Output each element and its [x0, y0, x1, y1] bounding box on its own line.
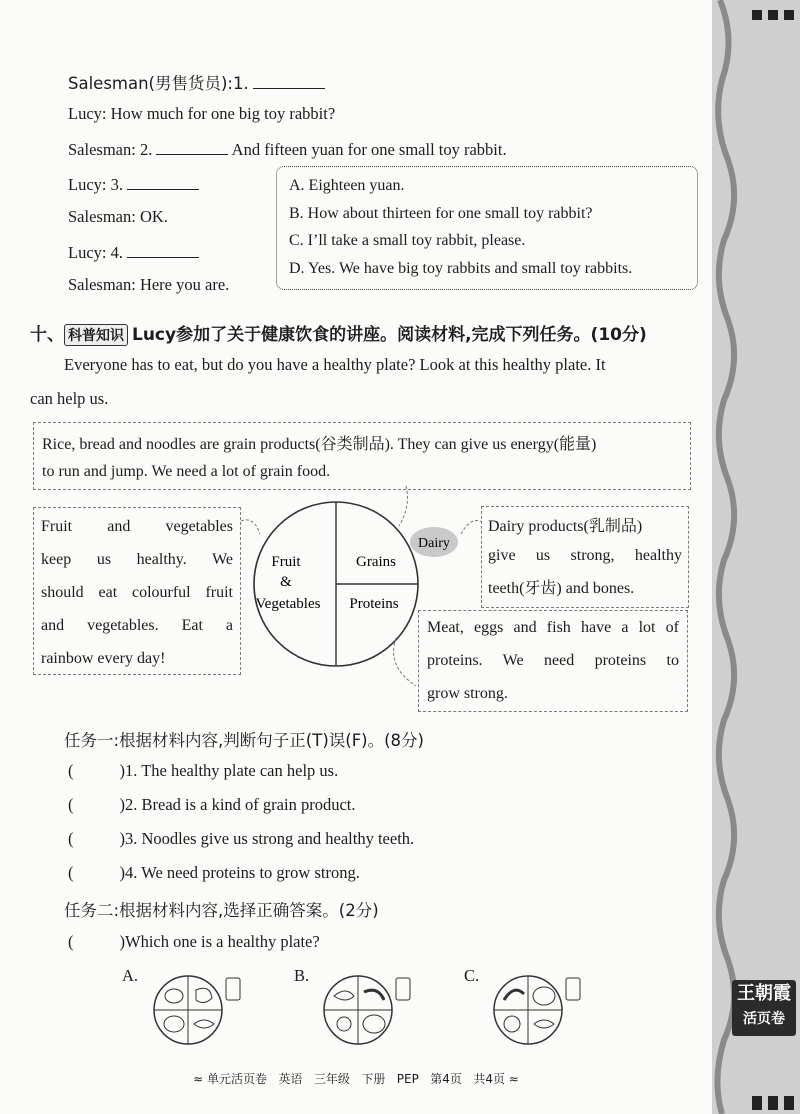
fruit-line-3: should eat colourful fruit: [41, 584, 233, 601]
dialogue-line-3: Salesman: 2. And fifteen yuan for one small toy rabbit.: [68, 140, 507, 159]
connector-fruit: [241, 520, 260, 534]
stamp-line-1: 王朝霞: [737, 983, 791, 1004]
plate-label-dairy: Dairy: [418, 536, 450, 551]
connector-dairy: [461, 521, 482, 535]
answer-blank-2[interactable]: [156, 138, 228, 155]
option-c: C. I’ll take a small toy rabbit, please.: [289, 232, 526, 249]
section-tag: 科普知识: [64, 324, 128, 346]
binding-strip: [712, 0, 800, 1114]
protein-line-1: Meat, eggs and fish have a lot of: [427, 619, 679, 636]
task1-item-1[interactable]: ( )1. The healthy plate can help us.: [68, 761, 339, 780]
dialogue-line-6: Lucy: 4.: [68, 241, 199, 263]
options-box: [276, 166, 698, 290]
plate-label-fruit: Fruit: [271, 554, 301, 570]
choice-c-label[interactable]: C.: [464, 966, 480, 985]
answer-blank-4[interactable]: [127, 241, 199, 258]
plate-label-proteins: Proteins: [349, 596, 399, 612]
intro-line-1: Everyone has to eat, but do you have a healthy plate? Look at this healthy plate. It: [64, 355, 606, 374]
intro-line-2: can help us.: [30, 389, 109, 408]
section-title: Lucy参加了关于健康饮食的讲座。阅读材料,完成下列任务。(10分): [132, 325, 647, 345]
fruit-line-2: keep us healthy. We: [41, 551, 233, 568]
dialogue-line-5: Salesman: OK.: [68, 207, 168, 226]
section-heading: [30, 320, 647, 346]
answer-blank-3[interactable]: [127, 173, 199, 190]
dialogue-line-1: Salesman(男售货员):1.: [68, 70, 325, 94]
section-number: 十、: [30, 325, 64, 345]
brand-stamp: [732, 980, 796, 1036]
stamp-line-2: 活页卷: [743, 1011, 785, 1027]
task1-item-3[interactable]: ( )3. Noodles give us strong and healthy teeth.: [68, 829, 415, 848]
healthy-plate-diagram: [236, 486, 486, 686]
task2-question[interactable]: ( )Which one is a healthy plate?: [68, 932, 320, 951]
task1-item-4[interactable]: ( )4. We need proteins to grow strong.: [68, 863, 360, 882]
dialogue-line-7: Salesman: Here you are.: [68, 275, 230, 294]
option-d: D. Yes. We have big toy rabbits and small toy rabbits.: [289, 260, 633, 277]
choice-a-label[interactable]: A.: [122, 966, 139, 985]
fruit-line-4: and vegetables. Eat a: [41, 617, 233, 634]
plate-label-vegetables: Vegetables: [255, 596, 321, 612]
protein-line-2: proteins. We need proteins to: [427, 652, 679, 669]
dairy-line-2: give us strong, healthy: [488, 547, 682, 564]
grain-box: [33, 422, 691, 490]
connector-grain: [399, 486, 407, 526]
protein-line-3: grow strong.: [427, 685, 508, 702]
grain-line-2: to run and jump. We need a lot of grain food.: [42, 463, 331, 480]
task1-title: 任务一:根据材料内容,判断句子正(T)误(F)。(8分): [64, 731, 424, 750]
plate-choice-c-image[interactable]: [480, 966, 590, 1046]
task2-title: 任务二:根据材料内容,选择正确答案。(2分): [64, 901, 379, 920]
dialogue-line-2: Lucy: How much for one big toy rabbit?: [68, 104, 336, 123]
plate-label-grains: Grains: [356, 554, 396, 570]
option-b: B. How about thirteen for one small toy rabbit?: [289, 205, 593, 222]
grain-line-1: Rice, bread and noodles are grain products(谷类制品). They can give us energy(能量): [42, 436, 597, 453]
plate-label-amp: &: [280, 574, 292, 590]
dairy-line-1: Dairy products(乳制品): [488, 518, 643, 535]
plate-choice-a-image[interactable]: [140, 966, 250, 1046]
answer-blank-1[interactable]: [253, 72, 325, 89]
dairy-line-3: teeth(牙齿) and bones.: [488, 580, 635, 597]
fruit-line-5: rainbow every day!: [41, 650, 166, 667]
dialogue-line-4: Lucy: 3.: [68, 173, 199, 195]
plate-choice-b-image[interactable]: [310, 966, 420, 1046]
fruit-box: [33, 507, 241, 675]
fruit-line-1: Fruit and vegetables: [41, 518, 233, 535]
task1-item-2[interactable]: ( )2. Bread is a kind of grain product.: [68, 795, 356, 814]
choice-b-label[interactable]: B.: [294, 966, 310, 985]
dairy-box: [481, 506, 689, 608]
option-a: A. Eighteen yuan.: [289, 177, 405, 194]
connector-protein: [394, 638, 417, 686]
page-footer: ≈ 单元活页卷 英语 三年级 下册 PEP 第4页 共4页 ≈: [193, 1072, 519, 1086]
